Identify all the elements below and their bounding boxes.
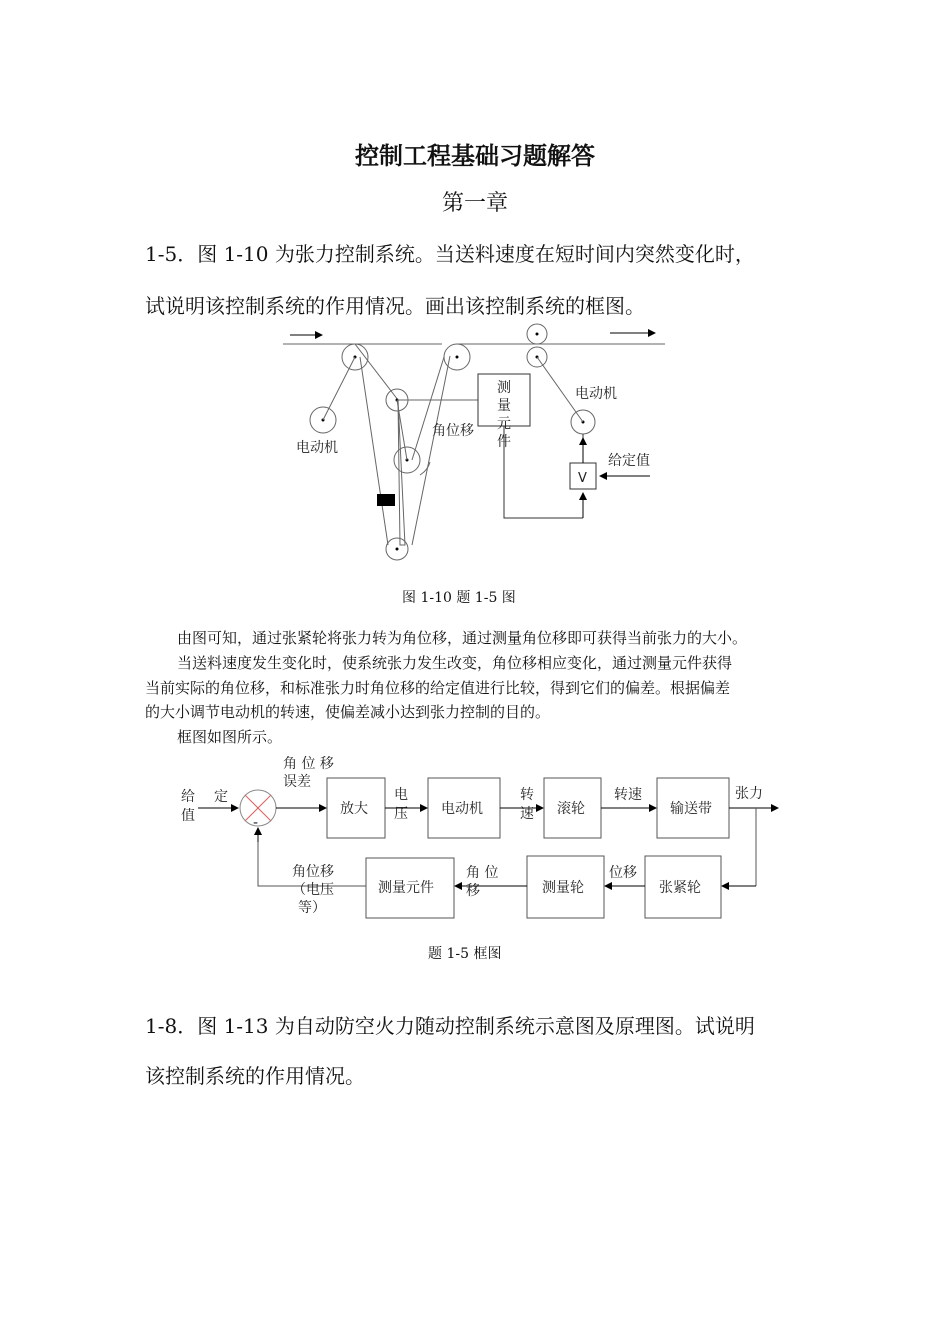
given-label-1: 给	[181, 789, 195, 805]
feedback-label-2: （电压	[292, 882, 334, 898]
question-1-8-line1: 1-8．图 1-13 为自动防空火力随动控制系统示意图及原理图。试说明	[145, 1014, 755, 1038]
belt-label: 输送带	[670, 801, 712, 817]
figure-1-10-caption: 图 1-10 题 1-5 图	[402, 590, 516, 606]
feedback-line	[504, 426, 583, 518]
explain-p1: 由图可知，通过张紧轮将张力转为角位移，通过测量角位移即可获得当前张力的大小。	[177, 629, 748, 647]
tension-wheel-label: 张紧轮	[659, 880, 701, 896]
amp-label: 放大	[340, 801, 368, 817]
explain-p2-line1: 当送料速度发生变化时，使系统张力发生改变，角位移相应变化，通过测量元件获得	[177, 654, 733, 672]
chapter-heading: 第一章	[441, 191, 508, 216]
voltage-label-2: 压	[394, 806, 408, 822]
error-label-1: 角 位 移	[283, 756, 334, 772]
block-diagram	[0, 745, 950, 930]
tension-control-schematic	[0, 315, 950, 590]
feedback-label-3: 等）	[298, 900, 326, 916]
feedback-label-1: 角位移	[292, 864, 334, 880]
motor-right-label: 电动机	[575, 386, 617, 402]
explain-p2-line3: 的大小调节电动机的转速，使偏差减小达到张力控制的目的。	[145, 703, 551, 721]
sensor-label-1: 测	[497, 380, 511, 396]
angle2-label-1: 角 位	[466, 865, 499, 881]
minus-sign: -	[253, 815, 259, 831]
tension-label: 张力	[735, 786, 763, 802]
page-title: 控制工程基础习题解答	[355, 141, 595, 170]
disp-label: 位移	[609, 865, 637, 881]
explain-p3: 框图如图所示。	[177, 728, 283, 746]
block-diagram-caption: 题 1-5 框图	[428, 946, 502, 962]
sensor-label-4: 件	[497, 434, 511, 450]
question-1-5-line1: 1-5．图 1-10 为张力控制系统。当送料速度在短时间内突然变化时，	[145, 242, 755, 266]
given-label-2: 定	[214, 789, 228, 805]
sensor-block-label: 测量元件	[378, 880, 434, 896]
angle2-label-2: 移	[466, 883, 480, 899]
speed2-label: 转速	[614, 787, 642, 803]
explain-p2-line2: 当前实际的角位移，和标准张力时角位移的给定值进行比较，得到它们的偏差。根据偏差	[145, 679, 731, 697]
roller-label: 滚轮	[557, 801, 585, 817]
counterweight	[377, 494, 395, 506]
given-label: 给定值	[608, 453, 650, 469]
sensor-label-2: 量	[497, 398, 511, 414]
given-label-3: 值	[181, 808, 195, 824]
speed1-label-2: 速	[520, 806, 534, 822]
question-1-8-line2: 该控制系统的作用情况。	[145, 1064, 365, 1088]
comparator-label: V	[578, 471, 587, 486]
sensor-label-3: 元	[497, 416, 511, 432]
question-1-5-line2: 试说明该控制系统的作用情况。画出该控制系统的框图。	[145, 294, 645, 318]
angle-label: 角位移	[432, 423, 474, 439]
voltage-label-1: 电	[394, 787, 408, 803]
speed1-label-1: 转	[520, 787, 534, 803]
motor-label: 电动机	[441, 801, 483, 817]
measure-wheel-label: 测量轮	[542, 880, 584, 896]
error-label-2: 误差	[283, 774, 311, 790]
motor-left-label: 电动机	[296, 440, 338, 456]
